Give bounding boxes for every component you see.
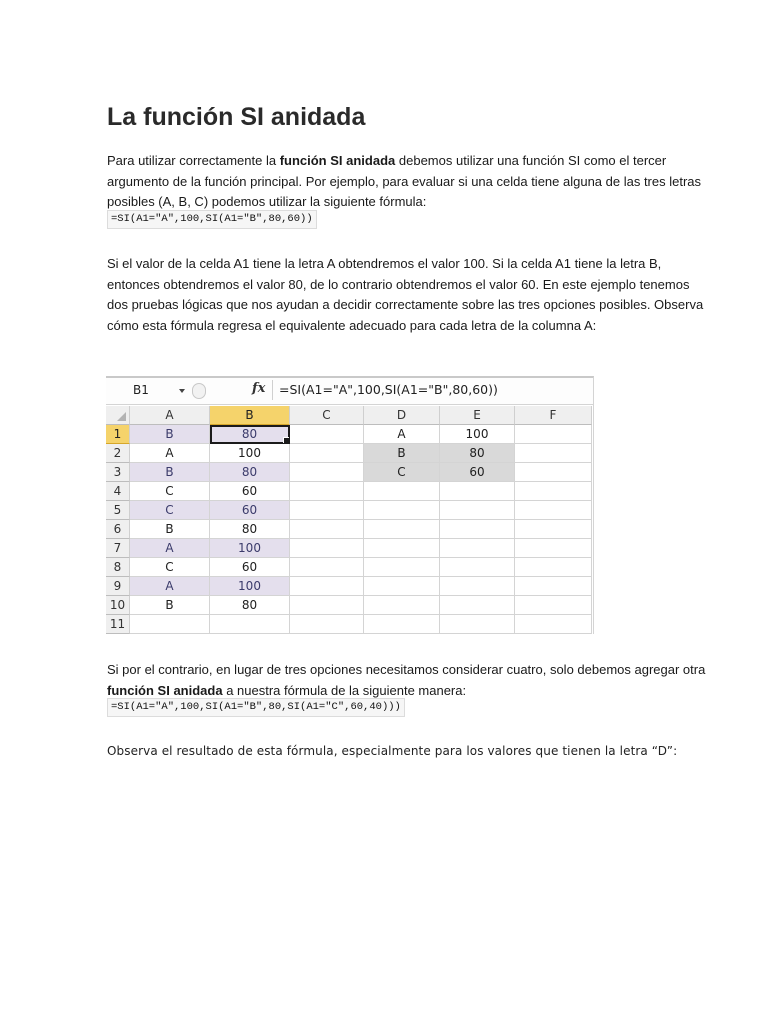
cell-b9[interactable]: 100	[210, 577, 290, 596]
row-header[interactable]: 8	[106, 558, 130, 577]
cell-d11[interactable]	[364, 615, 440, 634]
cell-a8[interactable]: C	[130, 558, 210, 577]
intro-bold-term: función SI anidada	[279, 153, 396, 168]
cell-e3[interactable]: 60	[440, 463, 515, 482]
cell-b2[interactable]: 100	[210, 444, 290, 463]
cell-b4[interactable]: 60	[210, 482, 290, 501]
page-title: La función SI anidada	[107, 103, 366, 131]
cell-b8[interactable]: 60	[210, 558, 290, 577]
cell-c8[interactable]	[290, 558, 364, 577]
cell-b5[interactable]: 60	[210, 501, 290, 520]
row-header[interactable]: 5	[106, 501, 130, 520]
cell-a6[interactable]: B	[130, 520, 210, 539]
cell-a3[interactable]: B	[130, 463, 210, 482]
fx-icon[interactable]: fx	[252, 381, 266, 396]
cell-e7[interactable]	[440, 539, 515, 558]
row-header[interactable]: 9	[106, 577, 130, 596]
cell-d4[interactable]	[364, 482, 440, 501]
intro-text-after: debemos utilizar una función SI como el tercer argumento de la función principal. Por ejemplo, para evaluar si una celda tiene alguna de las tres letras posibles (A, B, C) podemos utilizar la siguiente fórmula:	[107, 153, 702, 209]
fill-handle[interactable]	[283, 437, 290, 444]
cell-b6[interactable]: 80	[210, 520, 290, 539]
cell-f8[interactable]	[515, 558, 592, 577]
cell-d6[interactable]	[364, 520, 440, 539]
cell-a9[interactable]: A	[130, 577, 210, 596]
column-header-d[interactable]: D	[364, 406, 440, 425]
row-header[interactable]: 10	[106, 596, 130, 615]
cell-b1[interactable]: 80	[210, 425, 290, 444]
second-bold-term: función SI anidada	[107, 682, 223, 698]
cell-d2[interactable]: B	[364, 444, 440, 463]
cell-d1[interactable]: A	[364, 425, 440, 444]
cell-b10[interactable]: 80	[210, 596, 290, 615]
chevron-down-icon[interactable]	[179, 389, 185, 393]
cell-a1[interactable]: B	[130, 425, 210, 444]
cell-f1[interactable]	[515, 425, 592, 444]
column-header-c[interactable]: C	[290, 406, 364, 425]
row-header[interactable]: 2	[106, 444, 130, 463]
formula-code-2: =SI(A1="A",100,SI(A1="B",80,SI(A1="C",60,40)))	[107, 698, 405, 717]
cell-f2[interactable]	[515, 444, 592, 463]
cell-c9[interactable]	[290, 577, 364, 596]
cell-e6[interactable]	[440, 520, 515, 539]
cell-a11[interactable]	[130, 615, 210, 634]
cell-e10[interactable]	[440, 596, 515, 615]
cell-b11[interactable]	[210, 615, 290, 634]
second-text-after: a nuestra fórmula de la siguiente manera:	[222, 682, 467, 698]
column-header-f[interactable]: F	[515, 406, 592, 425]
cell-a7[interactable]: A	[130, 539, 210, 558]
cell-d10[interactable]	[364, 596, 440, 615]
formula-code-1: =SI(A1="A",100,SI(A1="B",80,60))	[107, 210, 317, 229]
cell-e1[interactable]: 100	[440, 425, 515, 444]
cell-b7[interactable]: 100	[210, 539, 290, 558]
cell-d3[interactable]: C	[364, 463, 440, 482]
cell-e9[interactable]	[440, 577, 515, 596]
cell-f3[interactable]	[515, 463, 592, 482]
select-all-icon	[117, 412, 126, 421]
cell-f11[interactable]	[515, 615, 592, 634]
cell-a4[interactable]: C	[130, 482, 210, 501]
row-header[interactable]: 3	[106, 463, 130, 482]
column-header-a[interactable]: A	[130, 406, 210, 425]
cell-a5[interactable]: C	[130, 501, 210, 520]
cell-e2[interactable]: 80	[440, 444, 515, 463]
cell-e5[interactable]	[440, 501, 515, 520]
cell-d5[interactable]	[364, 501, 440, 520]
formula-bar-resize-icon	[192, 383, 206, 399]
spreadsheet-grid	[106, 406, 592, 634]
cell-f10[interactable]	[515, 596, 592, 615]
intro-paragraph	[107, 151, 707, 213]
second-paragraph	[107, 660, 707, 701]
row-header[interactable]: 11	[106, 615, 130, 634]
cell-f9[interactable]	[515, 577, 592, 596]
cell-e8[interactable]	[440, 558, 515, 577]
row-header[interactable]: 6	[106, 520, 130, 539]
name-box[interactable]: B1	[133, 383, 149, 397]
cell-c6[interactable]	[290, 520, 364, 539]
cell-c2[interactable]	[290, 444, 364, 463]
explanation-paragraph: Si el valor de la celda A1 tiene la letra A obtendremos el valor 100. Si la celda A1 tiene la letra B, entonces obtendremos el valor 80, de lo contrario obtendremos el valor 60. En este ejemplo tenemos dos pruebas lógicas que nos ayudan a decidir correctamente sobre las tres opciones posibles. Observa cómo esta fórmula regresa el equivalente adecuado para cada letra de la columna A:	[107, 256, 704, 333]
row-header[interactable]: 4	[106, 482, 130, 501]
row-header[interactable]: 7	[106, 539, 130, 558]
cell-a10[interactable]: B	[130, 596, 210, 615]
cell-f6[interactable]	[515, 520, 592, 539]
final-note: Observa el resultado de esta fórmula, especialmente para los valores que tienen la letra “D”:	[107, 744, 678, 758]
formula-bar-input[interactable]: =SI(A1="A",100,SI(A1="B",80,60))	[279, 382, 498, 397]
cell-c4[interactable]	[290, 482, 364, 501]
cell-d7[interactable]	[364, 539, 440, 558]
formula-bar-divider	[272, 380, 273, 400]
cell-f5[interactable]	[515, 501, 592, 520]
cell-c11[interactable]	[290, 615, 364, 634]
cell-a2[interactable]: A	[130, 444, 210, 463]
cell-d8[interactable]	[364, 558, 440, 577]
column-header-e[interactable]: E	[440, 406, 515, 425]
cell-e11[interactable]	[440, 615, 515, 634]
cell-f7[interactable]	[515, 539, 592, 558]
cell-b3[interactable]: 80	[210, 463, 290, 482]
cell-f4[interactable]	[515, 482, 592, 501]
cell-c7[interactable]	[290, 539, 364, 558]
cell-e4[interactable]	[440, 482, 515, 501]
cell-c10[interactable]	[290, 596, 364, 615]
column-header-b[interactable]: B	[210, 406, 290, 425]
intro-text-before: Para utilizar correctamente la	[107, 153, 280, 168]
cell-c5[interactable]	[290, 501, 364, 520]
cell-c3[interactable]	[290, 463, 364, 482]
select-all-corner[interactable]	[106, 406, 130, 425]
formula-bar	[106, 378, 593, 405]
row-header[interactable]: 1	[106, 425, 130, 444]
cell-d9[interactable]	[364, 577, 440, 596]
spreadsheet-screenshot	[106, 376, 594, 634]
second-text-before: Si por el contrario, en lugar de tres opciones necesitamos considerar cuatro, solo debemos agregar otra	[107, 662, 706, 677]
cell-c1[interactable]	[290, 425, 364, 444]
